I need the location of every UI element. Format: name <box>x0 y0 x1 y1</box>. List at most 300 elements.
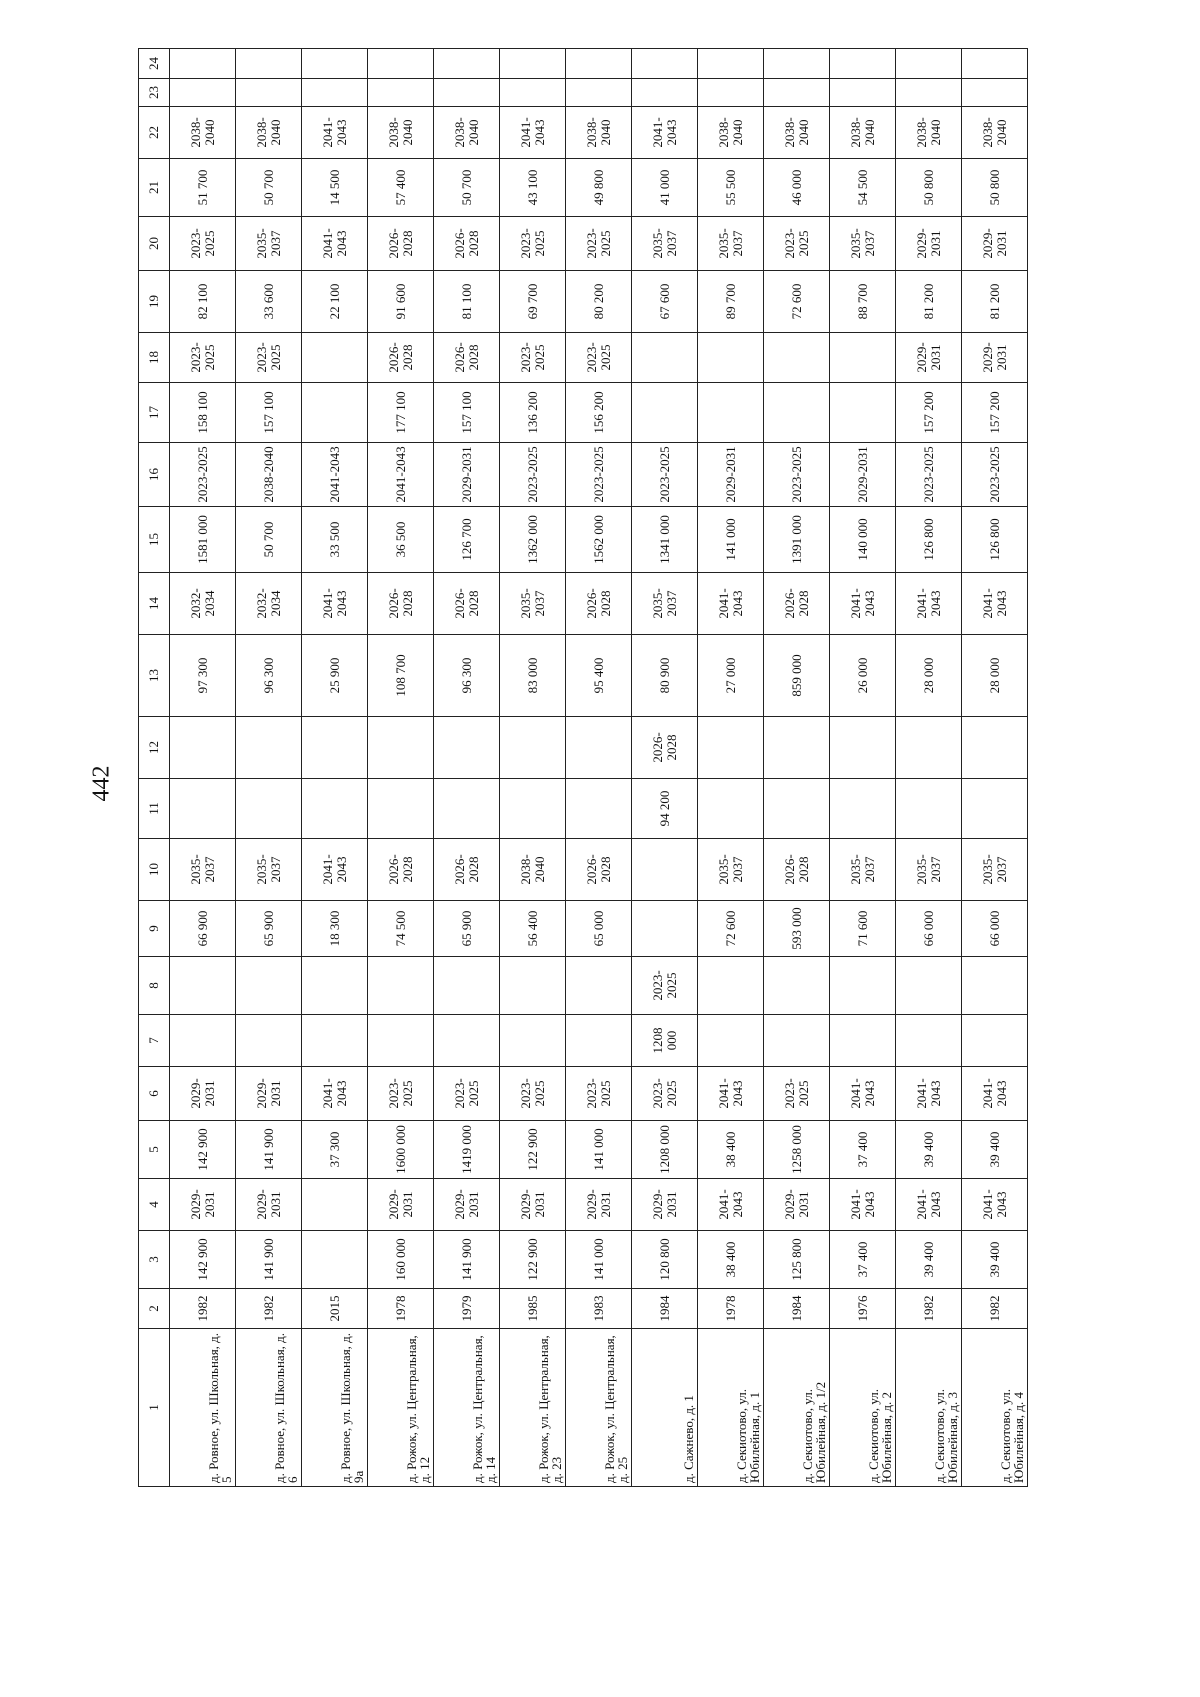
table-cell: 2023-2025 <box>500 1067 566 1121</box>
table-cell: 2029-2031 <box>368 1179 434 1231</box>
column-header-15: 15 <box>139 507 170 573</box>
table-cell: 2041-2043 <box>896 1179 962 1231</box>
table-cell <box>236 49 302 79</box>
table-cell <box>962 1015 1028 1067</box>
table-row <box>698 49 764 1487</box>
table-cell <box>632 383 698 443</box>
table-cell: 2023-2025 <box>632 443 698 507</box>
table-cell: 2026-2028 <box>566 573 632 635</box>
table-cell: 96 300 <box>236 635 302 717</box>
table-cell: 43 100 <box>500 159 566 217</box>
table-cell: 41 000 <box>632 159 698 217</box>
table-cell <box>302 383 368 443</box>
table-cell: 2029-2031 <box>830 443 896 507</box>
table-cell: 2041-2043 <box>302 839 368 901</box>
column-header-12: 12 <box>139 717 170 779</box>
table-cell <box>632 49 698 79</box>
table-cell: 2029-2031 <box>962 217 1028 271</box>
table-cell: 126 800 <box>962 507 1028 573</box>
table-cell: 2041-2043 <box>698 1067 764 1121</box>
address-cell: д. Рожок, ул. Центральная, д. 14 <box>434 1329 500 1487</box>
table-cell: 1982 <box>896 1289 962 1329</box>
table-row <box>170 49 236 1487</box>
table-cell <box>500 717 566 779</box>
table-cell: 65 900 <box>434 901 500 957</box>
table-row <box>896 49 962 1487</box>
table-cell: 28 000 <box>896 635 962 717</box>
column-header-20: 20 <box>139 217 170 271</box>
table-cell <box>896 779 962 839</box>
table-cell: 1984 <box>632 1289 698 1329</box>
table-cell <box>698 49 764 79</box>
column-header-3: 3 <box>139 1231 170 1289</box>
table-cell: 51 700 <box>170 159 236 217</box>
address-cell: д. Секиотово, ул. Юбилейная, д. 1/2 <box>764 1329 830 1487</box>
table-cell <box>434 1015 500 1067</box>
table-cell: 88 700 <box>830 271 896 333</box>
table-cell: 55 500 <box>698 159 764 217</box>
table-cell: 2035-2037 <box>830 839 896 901</box>
table-cell <box>302 957 368 1015</box>
table-cell: 2038-2040 <box>896 107 962 159</box>
table-cell <box>764 383 830 443</box>
table-cell: 25 900 <box>302 635 368 717</box>
table-cell <box>896 49 962 79</box>
table-cell <box>500 779 566 839</box>
table-cell: 27 000 <box>698 635 764 717</box>
table-cell: 67 600 <box>632 271 698 333</box>
table-cell: 46 000 <box>764 159 830 217</box>
table-cell: 69 700 <box>500 271 566 333</box>
table-cell: 2035-2037 <box>632 573 698 635</box>
table-cell: 2029-2031 <box>170 1067 236 1121</box>
address-cell: д. Секиотово, ул. Юбилейная, д. 2 <box>830 1329 896 1487</box>
table-cell: 122 900 <box>500 1231 566 1289</box>
table-cell <box>434 717 500 779</box>
table-cell: 1982 <box>962 1289 1028 1329</box>
table-cell: 37 300 <box>302 1121 368 1179</box>
table-cell: 1978 <box>368 1289 434 1329</box>
table-cell: 2023-2025 <box>566 217 632 271</box>
table-cell: 91 600 <box>368 271 434 333</box>
table-cell: 2035-2037 <box>962 839 1028 901</box>
table-cell: 2038-2040 <box>698 107 764 159</box>
table-cell: 2023-2025 <box>962 443 1028 507</box>
column-header-19: 19 <box>139 271 170 333</box>
table-cell: 2038-2040 <box>368 107 434 159</box>
table-cell: 33 600 <box>236 271 302 333</box>
table-cell: 82 100 <box>170 271 236 333</box>
table-cell <box>170 1015 236 1067</box>
table-cell: 2026-2028 <box>566 839 632 901</box>
column-header-24: 24 <box>139 49 170 79</box>
table-cell <box>632 839 698 901</box>
column-header-1: 1 <box>139 1329 170 1487</box>
table-cell: 157 200 <box>962 383 1028 443</box>
table-cell: 37 400 <box>830 1121 896 1179</box>
table-cell <box>302 1015 368 1067</box>
table-cell <box>830 79 896 107</box>
table-cell: 33 500 <box>302 507 368 573</box>
column-header-16: 16 <box>139 443 170 507</box>
table-cell: 2023-2025 <box>368 1067 434 1121</box>
table-cell <box>368 1015 434 1067</box>
table-cell: 71 600 <box>830 901 896 957</box>
table-cell <box>170 717 236 779</box>
table-cell: 56 400 <box>500 901 566 957</box>
page-number: 442 <box>88 765 115 802</box>
table-cell: 89 700 <box>698 271 764 333</box>
table-cell: 1978 <box>698 1289 764 1329</box>
table-cell: 160 000 <box>368 1231 434 1289</box>
table-cell: 2023-2025 <box>896 443 962 507</box>
table-cell <box>962 49 1028 79</box>
table-cell: 141 000 <box>566 1231 632 1289</box>
table-cell <box>368 717 434 779</box>
table-cell: 2041-2043 <box>500 107 566 159</box>
table-cell: 2026-2028 <box>764 839 830 901</box>
column-header-23: 23 <box>139 79 170 107</box>
address-cell: д. Рожок, ул. Центральная, д. 25 <box>566 1329 632 1487</box>
table-cell: 2041-2043 <box>698 573 764 635</box>
table-cell: 2038-2040 <box>962 107 1028 159</box>
table-cell <box>764 717 830 779</box>
table-cell: 2023-2025 <box>566 443 632 507</box>
table-cell <box>368 79 434 107</box>
table-cell <box>698 383 764 443</box>
table-cell: 2026-2028 <box>632 717 698 779</box>
table-cell <box>764 1015 830 1067</box>
table-cell <box>434 957 500 1015</box>
table-cell: 1208 000 <box>632 1015 698 1067</box>
table-cell <box>764 333 830 383</box>
table-cell: 2041-2043 <box>962 1179 1028 1231</box>
table-cell <box>236 779 302 839</box>
address-cell: д. Ровное, ул. Школьная, д. 5 <box>170 1329 236 1487</box>
table-cell: 2015 <box>302 1289 368 1329</box>
table-cell: 50 700 <box>236 159 302 217</box>
table-cell <box>566 957 632 1015</box>
table-cell: 2026-2028 <box>434 217 500 271</box>
table-cell: 1600 000 <box>368 1121 434 1179</box>
table-cell: 2023-2025 <box>764 217 830 271</box>
table-cell: 1984 <box>764 1289 830 1329</box>
table-cell <box>632 901 698 957</box>
table-cell: 2023-2025 <box>632 1067 698 1121</box>
table-cell: 66 900 <box>170 901 236 957</box>
table-cell: 26 000 <box>830 635 896 717</box>
table-cell <box>632 333 698 383</box>
table-cell: 80 900 <box>632 635 698 717</box>
table-cell: 39 400 <box>896 1231 962 1289</box>
table-cell: 2026-2028 <box>368 333 434 383</box>
table-cell: 14 500 <box>302 159 368 217</box>
table-cell: 2023-2025 <box>170 217 236 271</box>
table-cell <box>830 779 896 839</box>
table-cell <box>170 79 236 107</box>
table-cell: 859 000 <box>764 635 830 717</box>
table-cell: 2029-2031 <box>896 333 962 383</box>
table-cell: 2023-2025 <box>500 443 566 507</box>
table-cell <box>896 717 962 779</box>
table-cell <box>830 1015 896 1067</box>
table-cell <box>962 79 1028 107</box>
table-cell <box>434 49 500 79</box>
table-cell: 2029-2031 <box>236 1067 302 1121</box>
table-cell: 2041-2043 <box>896 1067 962 1121</box>
table-cell: 1982 <box>236 1289 302 1329</box>
table-cell: 2041-2043 <box>632 107 698 159</box>
table-cell: 2041-2043 <box>830 573 896 635</box>
table-cell: 2041-2043 <box>302 443 368 507</box>
table-cell: 57 400 <box>368 159 434 217</box>
table-cell <box>236 717 302 779</box>
table-cell: 126 800 <box>896 507 962 573</box>
table-cell <box>566 49 632 79</box>
table-cell <box>962 957 1028 1015</box>
table-cell: 74 500 <box>368 901 434 957</box>
table-cell: 2041-2043 <box>830 1067 896 1121</box>
table-cell: 2029-2031 <box>434 443 500 507</box>
table-cell: 80 200 <box>566 271 632 333</box>
table-cell: 66 000 <box>962 901 1028 957</box>
address-cell: д. Секиотово, ул. Юбилейная, д. 4 <box>962 1329 1028 1487</box>
table-cell: 28 000 <box>962 635 1028 717</box>
table-cell: 2023-2025 <box>434 1067 500 1121</box>
table-cell <box>830 49 896 79</box>
table-cell: 50 800 <box>896 159 962 217</box>
table-row <box>236 49 302 1487</box>
table-row <box>962 49 1028 1487</box>
table-cell: 2023-2025 <box>632 957 698 1015</box>
table-cell <box>962 779 1028 839</box>
table-cell <box>830 717 896 779</box>
table-cell: 50 700 <box>434 159 500 217</box>
table-cell: 65 900 <box>236 901 302 957</box>
table-cell: 141 000 <box>698 507 764 573</box>
table-cell <box>566 79 632 107</box>
table-cell: 1341 000 <box>632 507 698 573</box>
column-header-7: 7 <box>139 1015 170 1067</box>
table-cell <box>500 49 566 79</box>
column-header-6: 6 <box>139 1067 170 1121</box>
table-cell <box>434 779 500 839</box>
table-row <box>302 49 368 1487</box>
table-cell: 2029-2031 <box>962 333 1028 383</box>
table-cell: 108 700 <box>368 635 434 717</box>
table-cell: 2029-2031 <box>632 1179 698 1231</box>
table-cell: 2023-2025 <box>764 443 830 507</box>
rotated-table-wrapper <box>138 57 1028 1487</box>
table-cell <box>170 779 236 839</box>
table-cell: 120 800 <box>632 1231 698 1289</box>
table-cell <box>302 1179 368 1231</box>
address-cell: д. Ровное, ул. Школьная, д. 6 <box>236 1329 302 1487</box>
table-cell: 1419 000 <box>434 1121 500 1179</box>
table-cell <box>566 779 632 839</box>
table-cell: 83 000 <box>500 635 566 717</box>
table-cell: 50 700 <box>236 507 302 573</box>
table-cell <box>170 957 236 1015</box>
table-cell <box>698 717 764 779</box>
table-cell: 141 900 <box>236 1231 302 1289</box>
column-header-18: 18 <box>139 333 170 383</box>
table-cell: 2038-2040 <box>170 107 236 159</box>
table-cell: 2041-2043 <box>962 1067 1028 1121</box>
table-cell: 2029-2031 <box>566 1179 632 1231</box>
table-cell: 81 200 <box>962 271 1028 333</box>
table-cell: 2023-2025 <box>500 333 566 383</box>
table-cell: 50 800 <box>962 159 1028 217</box>
table-cell: 2041-2043 <box>698 1179 764 1231</box>
table-cell <box>566 717 632 779</box>
column-header-9: 9 <box>139 901 170 957</box>
table-cell: 95 400 <box>566 635 632 717</box>
table-cell: 157 100 <box>236 383 302 443</box>
table-cell: 158 100 <box>170 383 236 443</box>
table-cell <box>896 79 962 107</box>
table-cell: 2023-2025 <box>566 1067 632 1121</box>
table-cell: 157 100 <box>434 383 500 443</box>
table-row <box>632 49 698 1487</box>
column-header-17: 17 <box>139 383 170 443</box>
address-cell: д. Рожок, ул. Центральная, д. 12 <box>368 1329 434 1487</box>
table-cell: 2041-2043 <box>302 107 368 159</box>
table-header-row <box>139 49 170 1487</box>
table-cell: 142 900 <box>170 1231 236 1289</box>
table-cell: 2035-2037 <box>500 573 566 635</box>
column-header-2: 2 <box>139 1289 170 1329</box>
table-cell: 2023-2025 <box>500 217 566 271</box>
table-cell: 2038-2040 <box>500 839 566 901</box>
table-cell: 36 500 <box>368 507 434 573</box>
table-cell: 141 900 <box>236 1121 302 1179</box>
table-cell: 39 400 <box>962 1121 1028 1179</box>
table-cell: 2029-2031 <box>896 217 962 271</box>
table-cell: 136 200 <box>500 383 566 443</box>
table-cell: 2035-2037 <box>698 839 764 901</box>
table-cell: 81 200 <box>896 271 962 333</box>
table-cell: 2041-2043 <box>368 443 434 507</box>
table-cell <box>698 79 764 107</box>
table-cell: 2023-2025 <box>566 333 632 383</box>
table-cell <box>236 79 302 107</box>
table-cell: 2029-2031 <box>500 1179 566 1231</box>
address-cell: д. Рожок, ул. Центральная, д. 23 <box>500 1329 566 1487</box>
table-cell: 2029-2031 <box>764 1179 830 1231</box>
table-cell: 140 000 <box>830 507 896 573</box>
table-cell <box>368 957 434 1015</box>
table-row <box>764 49 830 1487</box>
table-row <box>434 49 500 1487</box>
column-header-8: 8 <box>139 957 170 1015</box>
table-cell: 37 400 <box>830 1231 896 1289</box>
table-cell: 54 500 <box>830 159 896 217</box>
table-cell: 2026-2028 <box>434 573 500 635</box>
table-cell: 2035-2037 <box>896 839 962 901</box>
table-cell: 39 400 <box>896 1121 962 1179</box>
table-cell: 1976 <box>830 1289 896 1329</box>
table-cell <box>830 333 896 383</box>
table-cell <box>236 1015 302 1067</box>
table-cell <box>632 79 698 107</box>
table-cell <box>302 717 368 779</box>
table-cell <box>170 49 236 79</box>
table-cell: 1362 000 <box>500 507 566 573</box>
table-cell <box>698 333 764 383</box>
column-header-11: 11 <box>139 779 170 839</box>
column-header-5: 5 <box>139 1121 170 1179</box>
table-cell <box>764 49 830 79</box>
table-cell: 177 100 <box>368 383 434 443</box>
table-cell: 38 400 <box>698 1231 764 1289</box>
table-cell <box>764 957 830 1015</box>
table-cell: 125 800 <box>764 1231 830 1289</box>
table-cell <box>830 383 896 443</box>
column-header-14: 14 <box>139 573 170 635</box>
table-cell: 96 300 <box>434 635 500 717</box>
table-cell: 1391 000 <box>764 507 830 573</box>
table-cell: 2029-2031 <box>698 443 764 507</box>
table-cell: 2041-2043 <box>830 1179 896 1231</box>
table-cell: 122 900 <box>500 1121 566 1179</box>
address-cell: д. Секиотово, ул. Юбилейная, д. 3 <box>896 1329 962 1487</box>
table-cell: 2038-2040 <box>566 107 632 159</box>
data-table <box>138 48 1028 1487</box>
table-cell: 65 000 <box>566 901 632 957</box>
table-cell <box>368 49 434 79</box>
table-cell: 2038-2040 <box>236 443 302 507</box>
table-cell <box>500 957 566 1015</box>
table-cell <box>698 957 764 1015</box>
table-cell: 2038-2040 <box>236 107 302 159</box>
table-cell: 2023-2025 <box>170 333 236 383</box>
column-header-21: 21 <box>139 159 170 217</box>
table-cell: 2023-2025 <box>764 1067 830 1121</box>
table-cell: 2035-2037 <box>632 217 698 271</box>
table-cell: 72 600 <box>764 271 830 333</box>
table-cell: 2029-2031 <box>170 1179 236 1231</box>
table-cell: 38 400 <box>698 1121 764 1179</box>
table-cell: 2026-2028 <box>434 333 500 383</box>
table-cell: 2026-2028 <box>368 839 434 901</box>
table-cell: 2023-2025 <box>170 443 236 507</box>
table-cell <box>302 1231 368 1289</box>
address-cell: д. Секиотово, ул. Юбилейная, д. 1 <box>698 1329 764 1487</box>
table-cell: 1985 <box>500 1289 566 1329</box>
table-cell: 2029-2031 <box>236 1179 302 1231</box>
table-cell: 157 200 <box>896 383 962 443</box>
table-cell <box>764 79 830 107</box>
table-cell <box>368 779 434 839</box>
table-cell: 49 800 <box>566 159 632 217</box>
table-cell: 2029-2031 <box>434 1179 500 1231</box>
column-header-13: 13 <box>139 635 170 717</box>
table-cell: 2038-2040 <box>830 107 896 159</box>
table-cell <box>764 779 830 839</box>
table-cell: 126 700 <box>434 507 500 573</box>
table-cell: 2032-2034 <box>170 573 236 635</box>
table-cell: 2041-2043 <box>302 217 368 271</box>
table-row <box>830 49 896 1487</box>
table-cell <box>434 79 500 107</box>
table-cell: 81 100 <box>434 271 500 333</box>
table-cell: 593 000 <box>764 901 830 957</box>
table-cell <box>566 1015 632 1067</box>
table-cell: 2026-2028 <box>434 839 500 901</box>
table-cell <box>896 957 962 1015</box>
table-row <box>566 49 632 1487</box>
